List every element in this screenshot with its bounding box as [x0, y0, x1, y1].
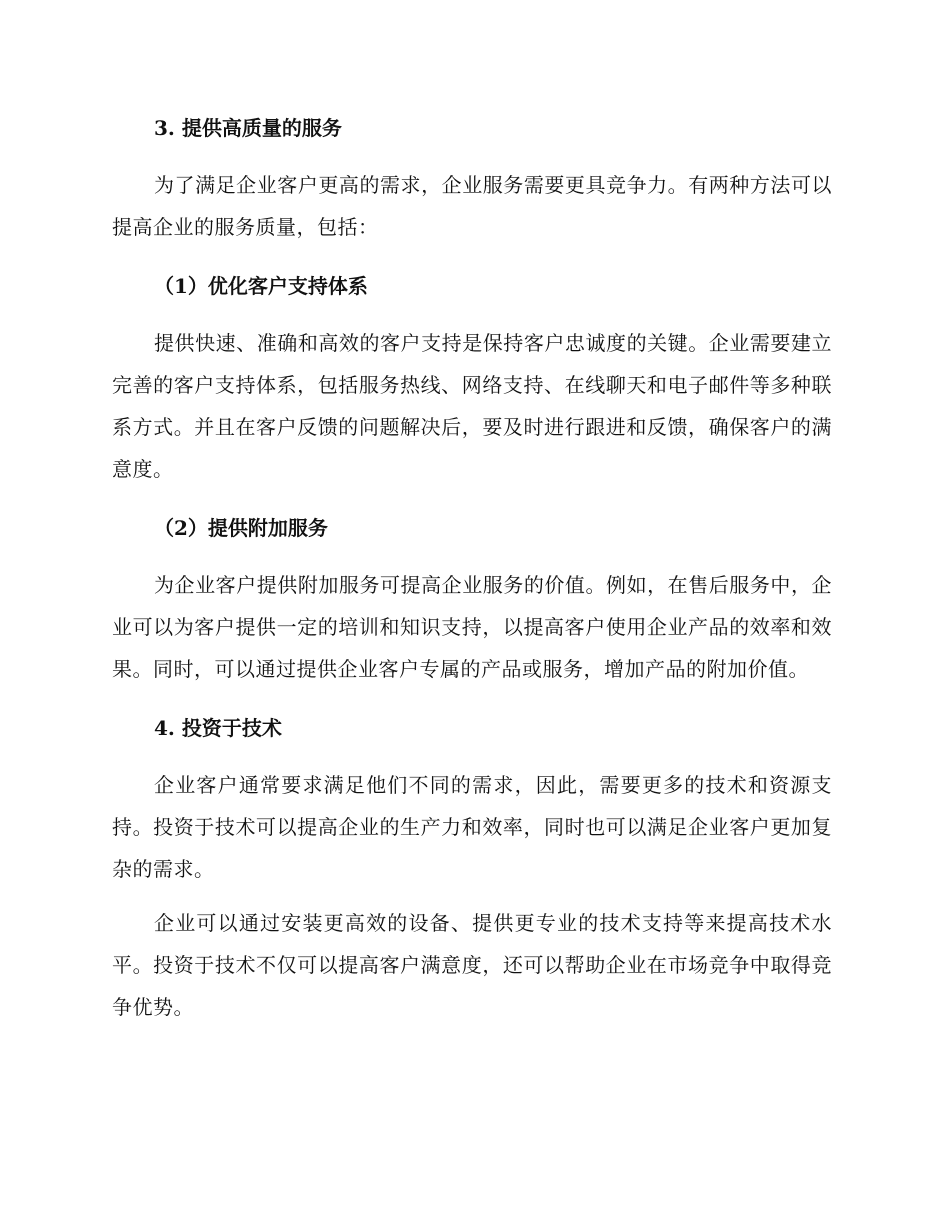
section-heading-invest-technology: 4. 投资于技术 [154, 716, 282, 740]
document-body [112, 110, 832, 1028]
subheading-additional-services: （2）提供附加服务 [154, 516, 328, 540]
section-heading-service-quality: 3. 提供高质量的服务 [154, 116, 342, 140]
subheading-customer-support: （1）优化客户支持体系 [154, 274, 368, 298]
paragraph-service-intro: 为了满足企业客户更高的需求，企业服务需要更具竞争力。有两种方法可以提高企业的服务质量，包括： [112, 173, 832, 239]
paragraph-technology-needs: 企业客户通常要求满足他们不同的需求，因此，需要更多的技术和资源支持。投资于技术可以提高企业的生产力和效率，同时也可以满足企业客户更加复杂的需求。 [112, 773, 832, 881]
paragraph-customer-support: 提供快速、准确和高效的客户支持是保持客户忠诚度的关键。企业需要建立完善的客户支持体系，包括服务热线、网络支持、在线聊天和电子邮件等多种联系方式。并且在客户反馈的问题解决后，要及时进行跟进和反馈，确保客户的满意度。 [112, 331, 832, 481]
paragraph-technology-benefits: 企业可以通过安装更高效的设备、提供更专业的技术支持等来提高技术水平。投资于技术不仅可以提高客户满意度，还可以帮助企业在市场竞争中取得竞争优势。 [112, 911, 832, 1019]
paragraph-additional-services: 为企业客户提供附加服务可提高企业服务的价值。例如，在售后服务中，企业可以为客户提供一定的培训和知识支持，以提高客户使用企业产品的效率和效果。同时，可以通过提供企业客户专属的产品或服务，增加产品的附加价值。 [112, 573, 832, 681]
